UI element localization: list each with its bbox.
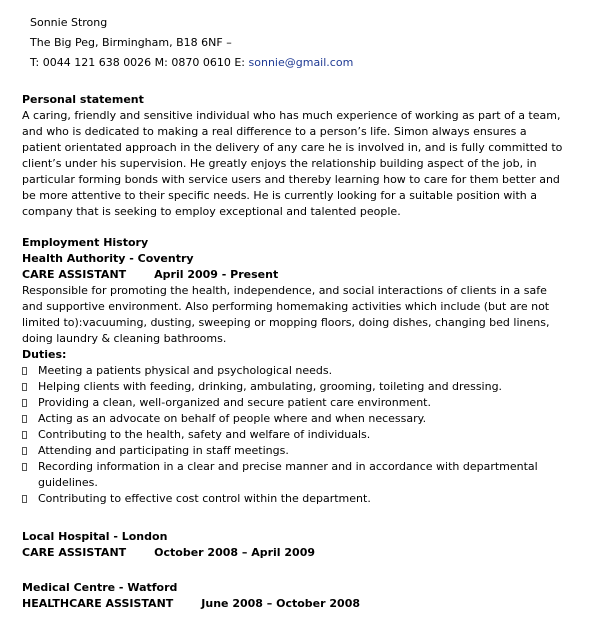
job-dates: October 2008 – April 2009 [154,546,316,559]
duties-heading: Duties: [22,348,67,361]
duty-text: Helping clients with feeding, drinking, ambulating, grooming, toileting and dressing. [38,380,503,393]
job-dates: April 2009 - Present [154,268,279,281]
list-item [22,363,567,379]
bullet-icon [22,383,27,391]
list-item [22,427,567,443]
job-title-row [22,545,567,561]
candidate-name: Sonnie Strong [30,16,108,29]
bullet-icon [22,415,27,423]
job-entry-local-hospital [22,529,567,561]
contact-phones: T: 0044 121 638 0026 M: 0870 0610 E: [30,56,249,69]
list-item [22,395,567,411]
list-item [22,411,567,427]
job-dates: June 2008 – October 2008 [201,597,361,610]
list-item [22,379,567,395]
duty-text: Acting as an advocate on behalf of people where and when necessary. [38,412,427,425]
personal-statement-text: A caring, friendly and sensitive individual who has much experience of working as part of a team, and who is dedicated to making a real difference to a person’s life. Simon always ensures a patient orientated approach in the delivery of any care he is involved in, and is fully committed to client’s under his supervision. He greatly enjoys the relationship building aspect of the job, in particular forming bonds with service users and thereby learning how to care for them better and be more attentive to their specific needs. He is currently looking for a suitable position with a company that is seeking to employ exceptional and talented people. [22,109,563,218]
candidate-contact [30,56,353,70]
employment-heading: Employment History [22,236,149,249]
personal-statement-heading: Personal statement [22,93,144,106]
duties-list [22,363,567,507]
duty-text: Attending and participating in staff meetings. [38,444,289,457]
bullet-icon [22,399,27,407]
duty-text: Recording information in a clear and precise manner and in accordance with departmental guidelines. [38,460,538,489]
personal-statement-section [22,92,567,220]
list-item [22,491,567,507]
job-title: CARE ASSISTANT [22,268,127,281]
job-entry-medical-centre [22,580,567,612]
job-title-row [22,267,567,283]
email-link[interactable]: sonnie@gmail.com [248,56,354,69]
candidate-address: The Big Peg, Birmingham, B18 6NF – [30,36,232,49]
bullet-icon [22,431,27,439]
job-title-row [22,596,567,612]
duty-text: Meeting a patients physical and psychological needs. [38,364,333,377]
list-item [22,443,567,459]
duty-text: Contributing to the health, safety and welfare of individuals. [38,428,371,441]
job-employer: Medical Centre - Watford [22,581,178,594]
job-description: Responsible for promoting the health, independence, and social interactions of clients in a safe and supportive environment. Also performing homemaking activities which include (but are not limited to):vacuuming, dusting, sweeping or mopping floors, doing dishes, changing bed linens, doing laundry & cleaning bathrooms. [22,284,550,345]
bullet-icon [22,495,27,503]
list-item [22,459,567,491]
employment-section [22,235,567,507]
duty-text: Contributing to effective cost control within the department. [38,492,371,505]
job-title: CARE ASSISTANT [22,546,127,559]
job-employer: Local Hospital - London [22,530,168,543]
bullet-icon [22,367,27,375]
job-title: HEALTHCARE ASSISTANT [22,597,174,610]
job-employer: Health Authority - Coventry [22,252,194,265]
bullet-icon [22,447,27,455]
duty-text: Providing a clean, well-organized and secure patient care environment. [38,396,431,409]
bullet-icon [22,463,27,471]
